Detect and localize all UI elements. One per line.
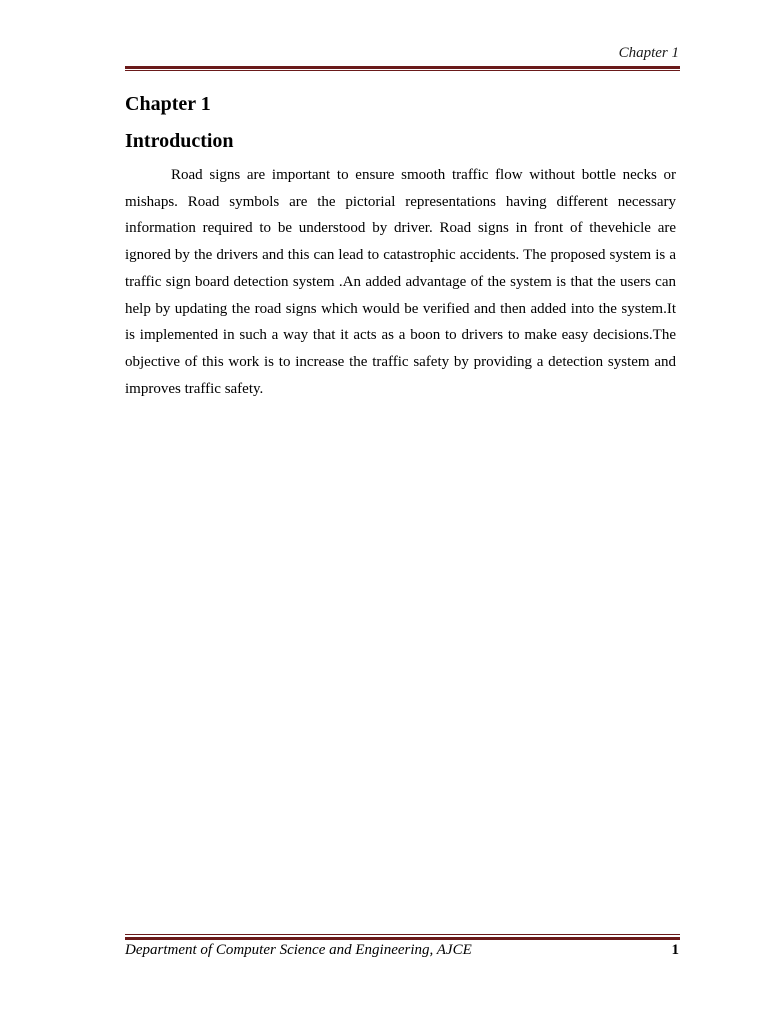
page-number: 1 [671,942,679,958]
header-rule-thin [125,70,680,71]
section-heading: Introduction [125,130,234,152]
chapter-heading: Chapter 1 [125,93,211,115]
footer-rule [125,937,680,940]
running-header: Chapter 1 [618,45,679,61]
body-paragraph: Road signs are important to ensure smooth traffic flow without bottle necks or mishaps. Road symbols are the pictorial representations having different necessary information required to be understood by driver. Road signs in front of thevehicle are ignored by the drivers and this can lead to catastrophic accidents. The proposed system is a traffic sign board detection system .An added advantage of the system is that the users can help by updating the road signs which would be verified and then added into the system.It is implemented in such a way that it acts as a boon to drivers to make easy decisions.The objective of this work is to increase the traffic safety by providing a detection system and improves traffic safety. [125,167,676,397]
footer-rule-thin [125,934,680,935]
header-rule [125,66,680,69]
footer-department: Department of Computer Science and Engineering, AJCE [125,942,472,958]
